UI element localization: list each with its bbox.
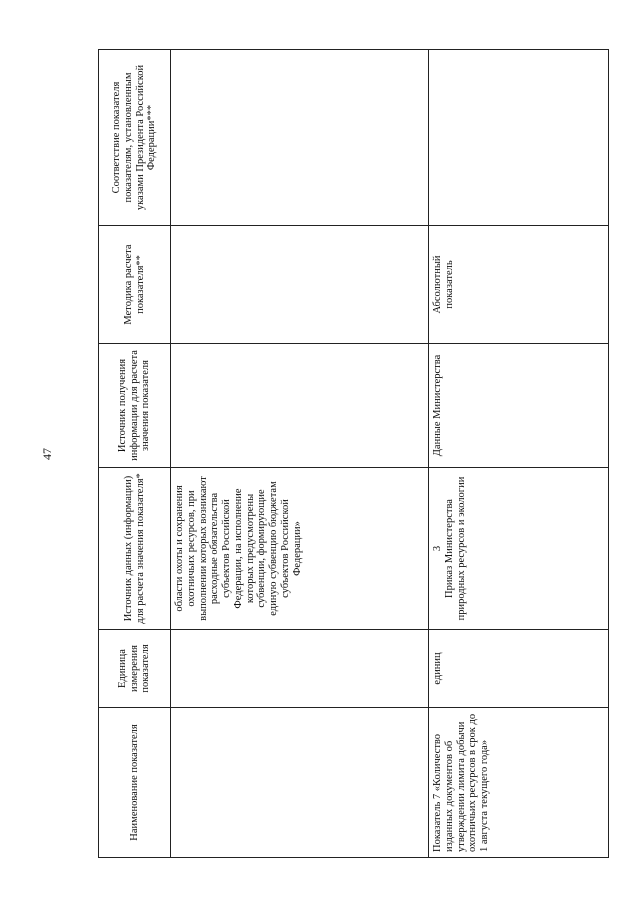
cell-data-source (429, 468, 609, 630)
table-row-indicator-7 (429, 50, 609, 858)
header-unit: Единица измерения показателя (99, 630, 171, 708)
page-number: 47 (40, 448, 54, 460)
indicator-table (98, 49, 609, 858)
cell-name: Показатель 7 «Количество изданных документов об утверждении лимита добычи охотничьих ресурсов в срок до 1 августа текущего года» (429, 708, 609, 858)
header-method: Методика расчета показателя** (99, 226, 171, 344)
table-row-continuation (171, 50, 429, 858)
cell-compliance (171, 50, 429, 226)
source-document-text: Приказ Министерства природных ресурсов и экологии (443, 476, 467, 621)
source-column-number: 3 (432, 545, 443, 552)
header-compliance: Соответствие показателя показателям, установленным указами Президента Российской Федерации*** (99, 50, 171, 226)
indicator-table-container (98, 50, 608, 858)
header-info-source: Источник получения информации для расчета значения показателя (99, 344, 171, 468)
cell-method: Абсолютный показатель (429, 226, 609, 344)
cell-compliance (429, 50, 609, 226)
header-data-source: Источник данных (информации) для расчета значения показателя* (99, 468, 171, 630)
cell-unit (171, 630, 429, 708)
header-indicator-name: Наименование показателя (99, 708, 171, 858)
cell-info-source: Данные Министерства (429, 344, 609, 468)
cell-info-source (171, 344, 429, 468)
table-header-row (99, 50, 171, 858)
cell-method (171, 226, 429, 344)
cell-unit: единиц (429, 630, 609, 708)
cell-data-source: области охоты и сохранения охотничьих ресурсов, при выполнении которых возникают расходные обязательства субъектов Российской Федерации, на исполнение которых предусмотрены субвенции, формирующие единую субвенцию бюджетам субъектов Российской Федерации» (171, 468, 429, 630)
cell-name (171, 708, 429, 858)
